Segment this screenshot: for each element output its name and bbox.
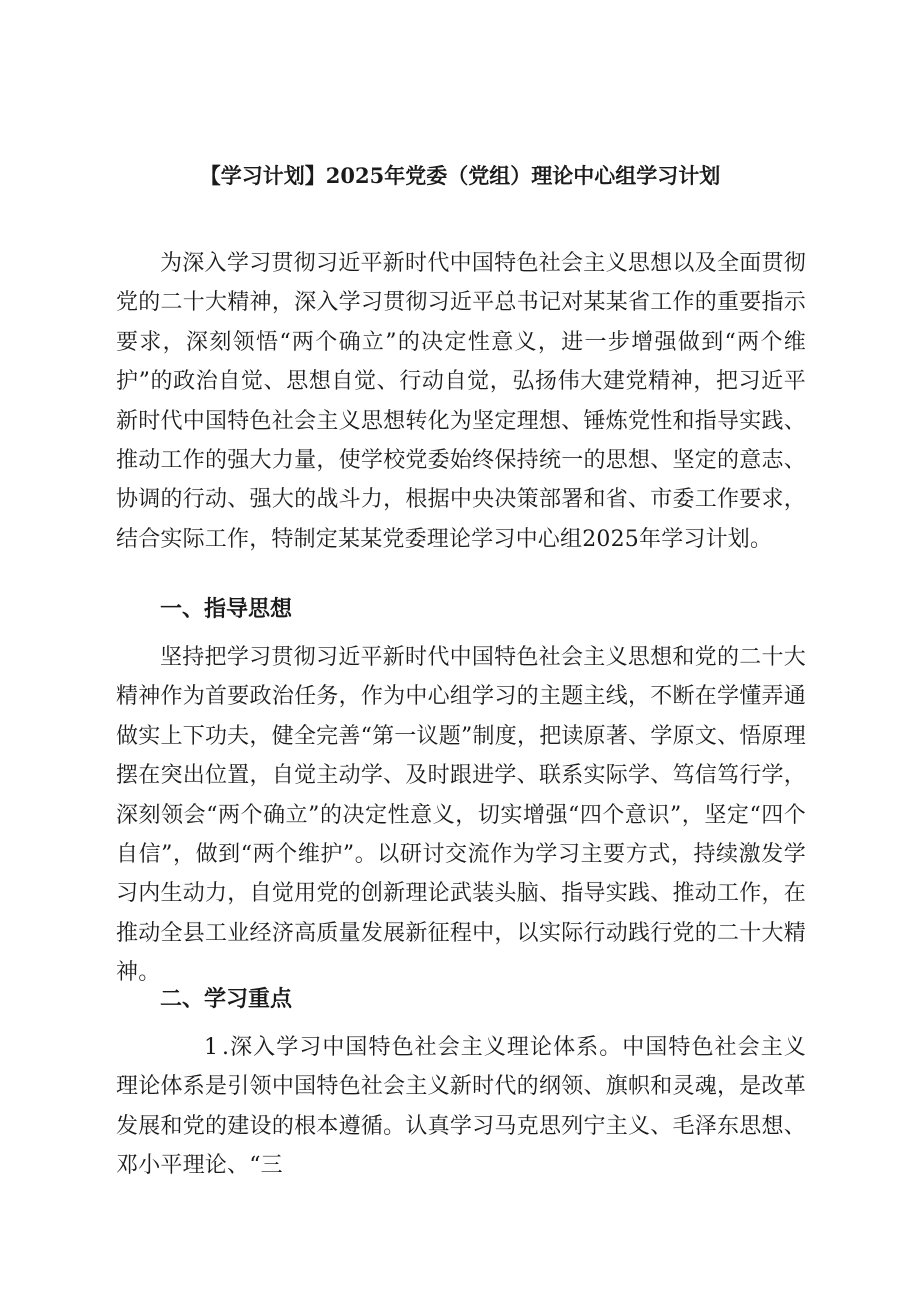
guiding-ideology-paragraph: 坚持把学习贯彻习近平新时代中国特色社会主义思想和党的二十大精神作为首要政治任务，作为中心组学习的主题主线，不断在学懂弄通做实上下功夫，健全完善“第一议题”制度，把读原著、学原文、悟原理摆在突出位置，自觉主动学、及时跟进学、联系实际学、笃信笃行学，深刻领会“两个确立”的决定性意义，切实增强“四个意识”，坚定“四个自信”，做到“两个维护”。以研讨交流作为学习主要方式，持续激发学习内生动力，自觉用党的创新理论武装头脑、指导实践、推动工作，在推动全县工业经济高质量发展新征程中，以实际行动践行党的二十大精神。: [116, 645, 806, 986]
study-focus-item-1: [116, 1028, 806, 1186]
item-text: .深入学习中国特色社会主义理论体系。中国特色社会主义理论体系是引领中国特色社会主义新时代的纲领、旗帜和灵魂，是改革发展和党的建设的根本遵循。认真学习马克思列宁主义、毛泽东思想、邓小平理论、“三: [116, 1035, 806, 1179]
section-heading-study-focus: 二、学习重点: [160, 986, 293, 1012]
document-title: 【学习计划】2025年党委（党组）理论中心组学习计划: [199, 163, 721, 188]
intro-paragraph: 为深入学习贯彻习近平新时代中国特色社会主义思想以及全面贯彻党的二十大精神，深入学习贯彻习近平总书记对某某省工作的重要指示要求，深刻领悟“两个确立”的决定性意义，进一步增强做到“两个维护”的政治自觉、思想自觉、行动自觉，弘扬伟大建党精神，把习近平新时代中国特色社会主义思想转化为坚定理想、锤炼党性和指导实践、推动工作的强大力量，使学校党委始终保持统一的思想、坚定的意志、协调的行动、强大的战斗力，根据中央决策部署和省、市委工作要求，结合实际工作，特制定某某党委理论学习中心组2025年学习计划。: [116, 251, 806, 552]
section-heading-guiding-ideology: 一、指导思想: [160, 596, 293, 622]
item-number: 1: [204, 1035, 219, 1060]
